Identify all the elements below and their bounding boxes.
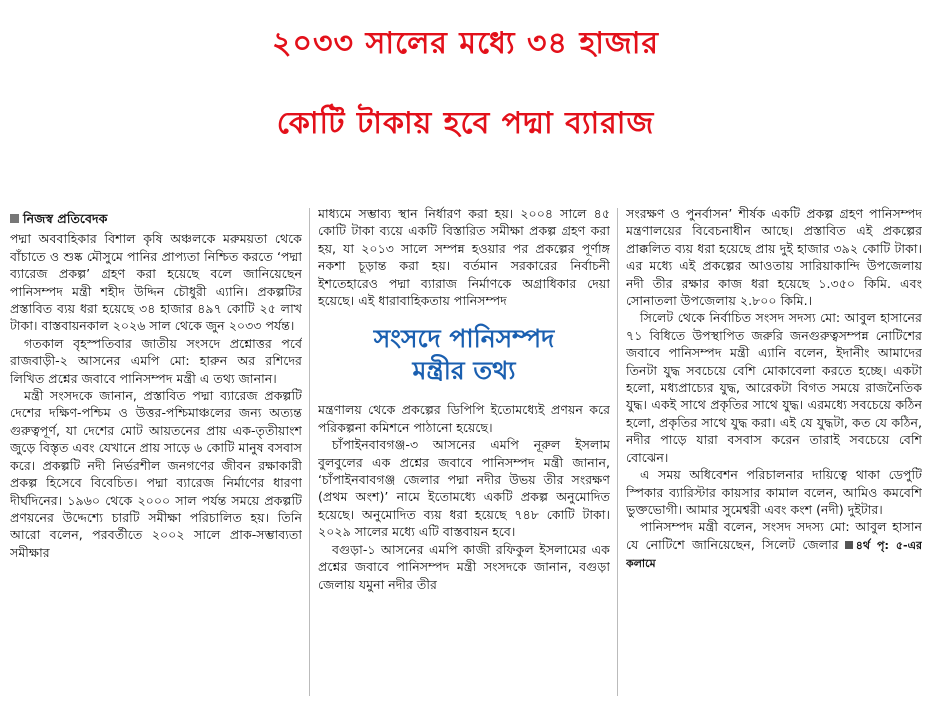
paragraph: বগুড়া-১ আসনের এমপি কাজী রফিকুল ইসলামের এক প্রশ্নের জবাবে পানিসম্পদ মন্ত্রী সংসদকে জানান, বগুড়া জেলায় যমুনা নদীর তীর (318, 541, 610, 592)
headline-line-1: ২০৩৩ সালের মধ্যে ৩৪ হাজার (272, 26, 659, 61)
paragraph: সিলেট থেকে নির্বাচিত সংসদ সদস্য মো: আবুল হাসানের ৭১ বিধিতে উপস্থাপিত জরুরি জনগুরুত্বসম্পন্ন নোটিশের জবাবে পানিসম্পদ মন্ত্রী এ্যানি বলেন, ইদানীং আমাদের তিনটা যুদ্ধ সবচেয়ে বেশি মোকাবেলা করতে হচ্ছে। একটা হলো, মধ্যপ্রাচ্যের যুদ্ধ, আরেকটা বিগত সময়ে রাজনৈতিক যুদ্ধ। একই সাথে প্রকৃতির সাথে যুদ্ধ। এরমধ্যে সবচেয়ে কঠিন হলো, প্রকৃতির সাথে যুদ্ধ করা। এই যে যুদ্ধটা, কত যে কঠিন, নদীর পাড়ে যারা বসবাস করেন তারাই সবচেয়ে বেশি বোঝেন। (626, 310, 922, 465)
byline-text: নিজস্ব প্রতিবেদক (23, 211, 108, 226)
paragraph: চাঁপাইনবাবগঞ্জ-৩ আসনের এমপি নূরুল ইসলাম বুলবুলের এক প্রশ্নের জবাবে পানিসম্পদ মন্ত্রী জানান, ‘চাঁপাইনবাবগঞ্জ জেলার পদ্মা নদীর উভয় তীর সংরক্ষণ (প্রথম অংশ)’ নামে ইতোমধ্যে একটি প্রকল্প অনুমোদিত হয়েছে। অনুমোদিত ব্যয় ধরা হয়েছে ৭৪৮ কোটি টাকা। ২০২৯ সালের মধ্যে এটি বাস্তবায়ন হবে। (318, 437, 610, 540)
column-1 (10, 210, 302, 704)
paragraph: এ সময় অধিবেশন পরিচালনার দায়িত্বে থাকা ডেপুটি স্পিকার ব্যারিস্টার কায়সার কামাল বলেন, আমিও কমবেশি ভুক্তভোগী। আমার সুমেশ্বরী এবং কংশ (নদী) দুইটার। (626, 467, 922, 517)
byline (10, 210, 302, 227)
subheadline-line-1: সংসদে পানিসম্পদ (373, 324, 555, 354)
column-divider (617, 208, 618, 696)
column-3 (626, 205, 922, 700)
subheadline (318, 323, 610, 387)
paragraph: সংরক্ষণ ও পুনর্বাসন’ শীর্ষক একটি প্রকল্প গ্রহণ পানিসম্পদ মন্ত্রণালয়ের বিবেচনাধীন আছে। প্রস্তাবিত এই প্রকল্পের প্রাক্কলিত ব্যয় ধরা হয়েছে প্রায় দুই হাজার ৩৯২ কোটি টাকা। এর মধ্যে এই প্রকল্পের আওতায় সারিয়াকান্দি উপজেলায় নদী তীর রক্ষার কাজ ধরা হয়েছে ১.৩৫০ কিমি. এবং সোনাতলা উপজেলায় ২.৮০০ কিমি.। (626, 206, 922, 309)
paragraph-text: পানিসম্পদ মন্ত্রী বলেন, সংসদ সদস্য মো: আবুল হাসান যে নোটিশে জানিয়েছেন, সিলেট জেলার (626, 519, 922, 552)
paragraph: মাধ্যমে সম্ভাব্য স্থান নির্ধারণ করা হয়। ২০০৪ সালে ৪৫ কোটি টাকা ব্যয়ে একটি বিস্তারিত সমীক্ষা প্রকল্প গ্রহণ করা হয়, যা ২০১৩ সালে সম্পন্ন হওয়ার পর প্রকল্পের পূর্ণাঙ্গ নকশা চূড়ান্ত করা হয়। বর্তমান সরকারের নির্বাচনী ইশতেহারেও পদ্মা ব্যারাজ নির্মাণকে অগ্রাধিকার দেয়া হয়েছে। এই ধারাবাহিকতায় পানিসম্পদ (318, 206, 610, 309)
column-2 (318, 205, 610, 700)
subheadline-line-2: মন্ত্রীর তথ্য (412, 356, 516, 386)
square-bullet-icon (10, 214, 19, 223)
paragraph: মন্ত্রণালয় থেকে প্রকল্পের ডিপিপি ইতোমধ্যেই প্রণয়ন করে পরিকল্পনা কমিশনে পাঠানো হয়েছে। (318, 402, 610, 435)
square-bullet-icon (845, 541, 853, 549)
continuation-text: ৪র্থ পৃ: ৫-এর কলামে (626, 538, 922, 571)
paragraph: মন্ত্রী সংসদকে জানান, প্রস্তাবিত পদ্মা ব্যারেজ প্রকল্পটি দেশের দক্ষিণ-পশ্চিম ও উত্তর-পশ্চিমাঞ্চলের জন্য অত্যন্ত গুরুত্বপূর্ণ, যা দেশের মোট আয়তনের প্রায় এক-তৃতীয়াংশ জুড়ে বিস্তৃত এবং যেখানে প্রায় সাড়ে ৬ কোটি মানুষ বসবাস করে। প্রকল্পটি নদী নির্ভরশীল জনগণের জীবন রক্ষাকারী প্রকল্প হিসেবে বিবেচিত। পদ্মা ব্যারেজ নির্মাণের ধারণা দীর্ঘদিনের। ১৯৬০ থেকে ২০০০ সাল পর্যন্ত সময়ে প্রকল্পটি প্রণয়নের উদ্দেশ্যে চারটি সমীক্ষা পরিচালিত হয়। তিনি আরো বলেন, পরবর্তীতে ২০০২ সালে প্রাক-সম্ভাব্যতা সমীক্ষার (10, 388, 302, 560)
paragraph: গতকাল বৃহস্পতিবার জাতীয় সংসদে প্রশ্নোত্তর পর্বে রাজবাড়ী-২ আসনের এমপি মো: হারুন অর রশিদের লিখিত প্রশ্নের জবাবে পানিসম্পদ মন্ত্রী এ তথ্য জানান। (10, 335, 302, 386)
headline (0, 4, 931, 164)
paragraph: পদ্মা অববাহিকার বিশাল কৃষি অঞ্চলকে মরুময়তা থেকে বাঁচাতে ও শুষ্ক মৌসুমে পানির প্রাপ্যতা নিশ্চিত করতে ‘পদ্মা ব্যারেজ প্রকল্প’ গ্রহণ করা হয়েছে বলে জানিয়েছেন পানিসম্পদ মন্ত্রী শহীদ উদ্দিন চৌধুরী এ্যানি। প্রকল্পটির প্রস্তাবিত ব্যয় ধরা হয়েছে ৩৪ হাজার ৪৯৭ কোটি ২৫ লাখ টাকা। বাস্তবায়নকাল ২০২৬ সাল থেকে জুন ২০৩৩ পর্যন্ত। (10, 231, 302, 334)
headline-line-2: কোটি টাকায় হবে পদ্মা ব্যারাজ (276, 106, 655, 141)
column-divider (309, 208, 310, 696)
paragraph (626, 518, 922, 572)
